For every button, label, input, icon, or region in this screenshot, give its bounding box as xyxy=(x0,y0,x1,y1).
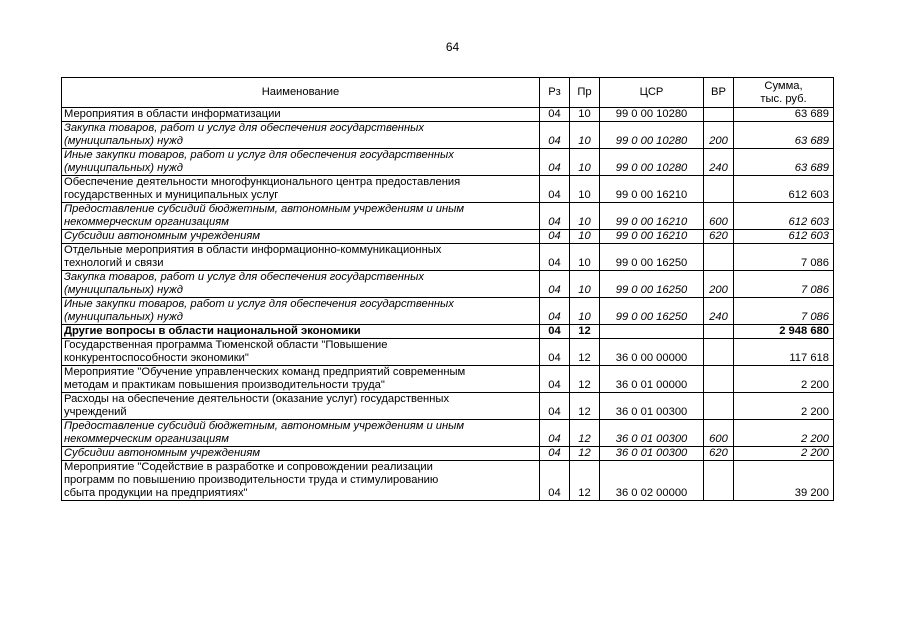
row-name xyxy=(62,149,540,176)
row-rz: 04 xyxy=(540,298,570,325)
table-row xyxy=(62,420,834,447)
row-csr: 36 0 00 00000 xyxy=(600,339,704,366)
row-pr: 12 xyxy=(570,366,600,393)
row-name-line: учреждений xyxy=(64,406,127,418)
row-vr: 240 xyxy=(704,149,734,176)
row-sum: 7 086 xyxy=(734,244,834,271)
row-vr: 620 xyxy=(704,230,734,244)
row-name-line: (муниципальных) нужд xyxy=(64,135,183,147)
row-pr: 10 xyxy=(570,176,600,203)
row-name xyxy=(62,298,540,325)
row-pr: 12 xyxy=(570,339,600,366)
row-name xyxy=(62,366,540,393)
row-name-line: Другие вопросы в области национальной экономики xyxy=(64,325,361,337)
row-rz: 04 xyxy=(540,244,570,271)
row-vr xyxy=(704,325,734,339)
row-sum: 612 603 xyxy=(734,230,834,244)
row-rz: 04 xyxy=(540,176,570,203)
row-csr: 99 0 00 16210 xyxy=(600,176,704,203)
table-row xyxy=(62,122,834,149)
header-vr: ВР xyxy=(704,78,734,108)
row-rz: 04 xyxy=(540,325,570,339)
row-vr: 600 xyxy=(704,420,734,447)
header-rz: Рз xyxy=(540,78,570,108)
row-name xyxy=(62,230,540,244)
row-rz: 04 xyxy=(540,230,570,244)
row-csr: 36 0 01 00000 xyxy=(600,366,704,393)
row-name-line: Предоставление субсидий бюджетным, автономным учреждениям и иным xyxy=(64,203,465,215)
header-pr: Пр xyxy=(570,78,600,108)
row-sum: 7 086 xyxy=(734,271,834,298)
row-rz: 04 xyxy=(540,108,570,122)
row-sum: 612 603 xyxy=(734,203,834,230)
row-csr: 99 0 00 16210 xyxy=(600,203,704,230)
row-csr: 99 0 00 16250 xyxy=(600,271,704,298)
row-name xyxy=(62,122,540,149)
row-pr: 10 xyxy=(570,108,600,122)
row-sum: 2 200 xyxy=(734,393,834,420)
row-sum: 63 689 xyxy=(734,122,834,149)
row-name xyxy=(62,447,540,461)
row-name xyxy=(62,393,540,420)
row-rz: 04 xyxy=(540,339,570,366)
row-name xyxy=(62,108,540,122)
row-pr: 10 xyxy=(570,203,600,230)
row-csr: 36 0 01 00300 xyxy=(600,393,704,420)
row-sum: 2 200 xyxy=(734,420,834,447)
row-name-line: методам и практикам повышения производительности труда" xyxy=(64,379,385,391)
table-row xyxy=(62,393,834,420)
header-sum-line2: тыс. руб. xyxy=(760,92,807,105)
row-name-line: Субсидии автономным учреждениям xyxy=(64,230,261,242)
row-vr xyxy=(704,366,734,393)
row-csr: 36 0 01 00300 xyxy=(600,447,704,461)
row-name-line: Мероприятие "Содействие в разработке и сопровождении реализации xyxy=(64,461,433,473)
row-sum: 2 200 xyxy=(734,447,834,461)
row-rz: 04 xyxy=(540,271,570,298)
row-csr: 36 0 02 00000 xyxy=(600,461,704,501)
row-vr xyxy=(704,339,734,366)
table-row xyxy=(62,149,834,176)
row-pr: 12 xyxy=(570,461,600,501)
row-name-line: Субсидии автономным учреждениям xyxy=(64,447,261,459)
row-rz: 04 xyxy=(540,122,570,149)
header-name: Наименование xyxy=(62,78,540,108)
row-name xyxy=(62,271,540,298)
row-sum: 612 603 xyxy=(734,176,834,203)
row-pr: 10 xyxy=(570,244,600,271)
row-rz: 04 xyxy=(540,149,570,176)
row-pr: 10 xyxy=(570,122,600,149)
row-rz: 04 xyxy=(540,203,570,230)
row-csr: 99 0 00 10280 xyxy=(600,149,704,176)
row-vr: 620 xyxy=(704,447,734,461)
row-name-line: (муниципальных) нужд xyxy=(64,162,183,174)
row-name xyxy=(62,244,540,271)
table-row xyxy=(62,271,834,298)
table-row xyxy=(62,298,834,325)
row-name-line: Иные закупки товаров, работ и услуг для обеспечения государственных xyxy=(64,149,454,161)
row-vr xyxy=(704,244,734,271)
header-sum-line1: Сумма, xyxy=(764,79,803,92)
row-vr: 200 xyxy=(704,122,734,149)
table-row xyxy=(62,176,834,203)
row-csr xyxy=(600,325,704,339)
row-pr: 10 xyxy=(570,230,600,244)
row-pr: 12 xyxy=(570,447,600,461)
row-name-line: Иные закупки товаров, работ и услуг для обеспечения государственных xyxy=(64,298,454,310)
table-body xyxy=(62,108,834,501)
row-name-line: государственных и муниципальных услуг xyxy=(64,189,279,201)
row-name-line: Отдельные мероприятия в области информационно-коммуникационных xyxy=(64,244,442,256)
row-name-line: Закупка товаров, работ и услуг для обеспечения государственных xyxy=(64,271,424,283)
row-sum: 7 086 xyxy=(734,298,834,325)
row-name xyxy=(62,339,540,366)
row-name-line: (муниципальных) нужд xyxy=(64,284,183,296)
table-row xyxy=(62,461,834,501)
row-name-line: технологий и связи xyxy=(64,257,164,269)
row-rz: 04 xyxy=(540,366,570,393)
row-csr: 99 0 00 16250 xyxy=(600,244,704,271)
row-name-line: Мероприятие "Обучение управленческих команд предприятий современным xyxy=(64,366,466,378)
row-csr: 99 0 00 16210 xyxy=(600,230,704,244)
row-sum: 39 200 xyxy=(734,461,834,501)
budget-table xyxy=(61,77,834,501)
row-name-line: сбыта продукции на предприятиях" xyxy=(64,487,248,499)
row-name-line: (муниципальных) нужд xyxy=(64,311,183,323)
row-name-line: Закупка товаров, работ и услуг для обеспечения государственных xyxy=(64,122,424,134)
row-pr: 12 xyxy=(570,325,600,339)
row-sum: 63 689 xyxy=(734,149,834,176)
table-row xyxy=(62,230,834,244)
table-row xyxy=(62,203,834,230)
row-name xyxy=(62,325,540,339)
row-sum: 2 948 680 xyxy=(734,325,834,339)
row-name xyxy=(62,203,540,230)
row-name-line: некоммерческим организациям xyxy=(64,433,229,445)
row-rz: 04 xyxy=(540,420,570,447)
page-number: 64 xyxy=(445,40,460,54)
row-sum: 63 689 xyxy=(734,108,834,122)
row-name-line: программ по повышению производительности труда и стимулированию xyxy=(64,474,439,486)
row-name xyxy=(62,461,540,501)
row-vr xyxy=(704,108,734,122)
table-row xyxy=(62,244,834,271)
row-name-line: Расходы на обеспечение деятельности (оказание услуг) государственных xyxy=(64,393,450,405)
row-vr xyxy=(704,461,734,501)
table-row xyxy=(62,366,834,393)
row-name xyxy=(62,176,540,203)
table-row xyxy=(62,447,834,461)
header-row xyxy=(62,78,834,108)
row-sum: 2 200 xyxy=(734,366,834,393)
row-name-line: Мероприятия в области информатизации xyxy=(64,108,281,120)
row-name-line: некоммерческим организациям xyxy=(64,216,229,228)
row-csr: 99 0 00 10280 xyxy=(600,108,704,122)
row-vr: 240 xyxy=(704,298,734,325)
row-name-line: конкурентоспособности экономики" xyxy=(64,352,249,364)
table-row xyxy=(62,325,834,339)
row-vr: 600 xyxy=(704,203,734,230)
row-vr xyxy=(704,393,734,420)
row-csr: 99 0 00 16250 xyxy=(600,298,704,325)
header-sum xyxy=(734,78,834,108)
row-name xyxy=(62,420,540,447)
row-pr: 10 xyxy=(570,271,600,298)
row-pr: 12 xyxy=(570,393,600,420)
table-row xyxy=(62,339,834,366)
row-csr: 36 0 01 00300 xyxy=(600,420,704,447)
row-sum: 117 618 xyxy=(734,339,834,366)
header-csr: ЦСР xyxy=(600,78,704,108)
row-vr xyxy=(704,176,734,203)
row-csr: 99 0 00 10280 xyxy=(600,122,704,149)
row-pr: 10 xyxy=(570,298,600,325)
row-name-line: Обеспечение деятельности многофункционального центра предоставления xyxy=(64,176,461,188)
table-row xyxy=(62,108,834,122)
row-name-line: Предоставление субсидий бюджетным, автономным учреждениям и иным xyxy=(64,420,465,432)
row-rz: 04 xyxy=(540,447,570,461)
row-pr: 12 xyxy=(570,420,600,447)
row-pr: 10 xyxy=(570,149,600,176)
row-vr: 200 xyxy=(704,271,734,298)
row-rz: 04 xyxy=(540,393,570,420)
row-name-line: Государственная программа Тюменской области "Повышение xyxy=(64,339,388,351)
row-rz: 04 xyxy=(540,461,570,501)
